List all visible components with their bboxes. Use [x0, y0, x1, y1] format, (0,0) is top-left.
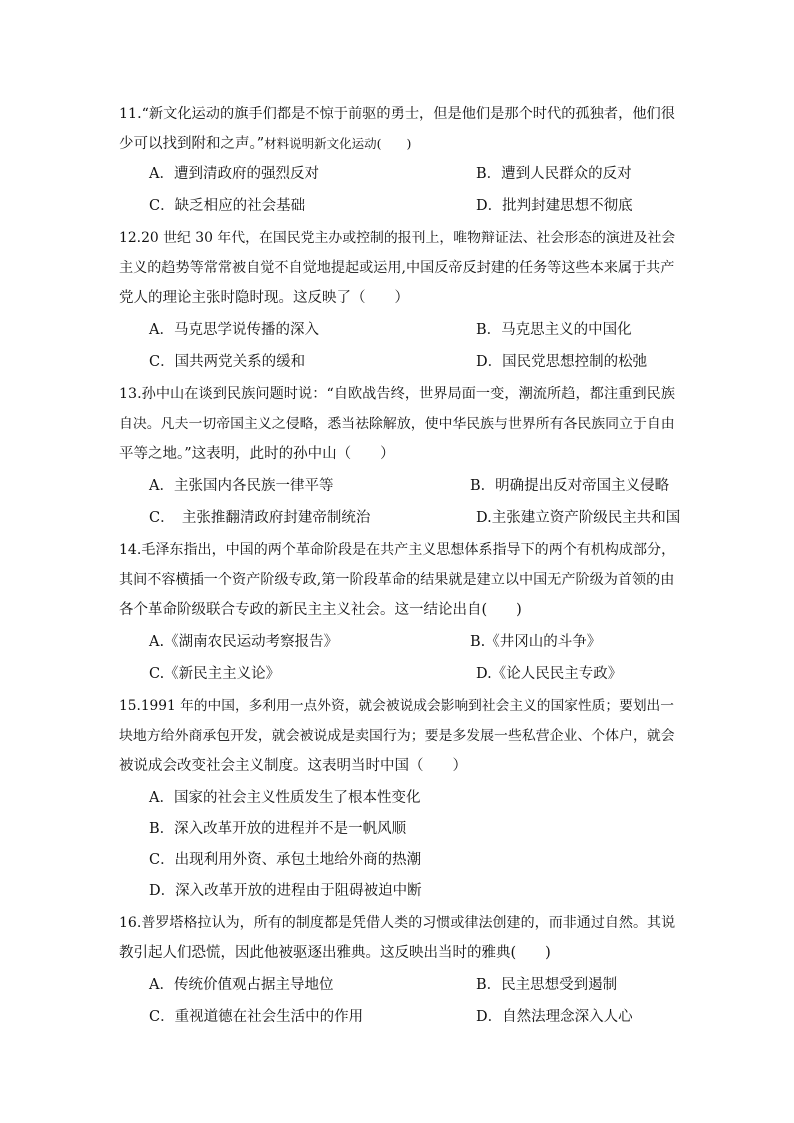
question-14-option-d[interactable]: D.《论人民民主专政》: [476, 666, 623, 682]
question-11-line-2: [119, 134, 411, 154]
question-15-line-3: 被说成会改变社会主义制度。这表明当时中国（ ）: [119, 758, 467, 774]
question-13-option-a[interactable]: A．主张国内各民族一律平等: [149, 478, 334, 494]
question-14-line-3: 各个革命阶级联合专政的新民主主义社会。这一结论出自( ): [119, 602, 522, 618]
question-15-option-a[interactable]: A．国家的社会主义性质发生了根本性变化: [149, 790, 421, 806]
question-13-option-d[interactable]: D.主张建立资产阶级民主共和国: [476, 510, 681, 526]
question-11-line-1: 11.“新文化运动的旗手们都是不惊于前驱的勇士，但是他们是那个时代的孤独者，他们很: [119, 106, 675, 122]
question-13-line-1: 13.孙中山在谈到民族问题时说：“自欧战告终，世界局面一变，潮流所趋，都注重到民族: [119, 386, 675, 402]
question-15-option-c[interactable]: C．出现利用外资、承包土地给外商的热潮: [149, 852, 422, 868]
question-11-option-d[interactable]: D．批判封建思想不彻底: [476, 198, 633, 214]
question-15-line-1: 15.1991 年的中国，多利用一点外资，就会被说成会影响到社会主义的国家性质；要划出一: [119, 698, 674, 714]
question-14-line-1: 14.毛泽东指出，中国的两个革命阶段是在共产主义思想体系指导下的两个有机构成部分，: [119, 542, 676, 558]
question-12-option-d[interactable]: D．国民党思想控制的松弛: [476, 354, 648, 370]
question-15-option-d[interactable]: D．深入改革开放的进程由于阻碍被迫中断: [149, 883, 422, 899]
question-12-line-2: 主义的趋势等常常被自觉不自觉地提起或运用,中国反帝反封建的任务等这些本来属于共产: [119, 260, 675, 276]
question-16-option-b[interactable]: B．民主思想受到遏制: [476, 977, 618, 993]
question-11-stem-end: 少可以找到附和之声。”: [119, 136, 265, 152]
question-13-option-c[interactable]: C． 主张推翻清政府封建帝制统治: [149, 510, 371, 526]
question-12-option-c[interactable]: C．国共两党关系的缓和: [149, 354, 306, 370]
question-13-option-b[interactable]: B．明确提出反对帝国主义侵略: [470, 478, 670, 494]
question-14-line-2: 其间不容横插一个资产阶级专政,第一阶段革命的结果就是建立以中国无产阶级为首领的由: [119, 572, 675, 588]
question-13-line-2: 自决。凡夫一切帝国主义之侵略，悉当祛除解放，使中华民族与世界所有各民族同立于自由: [119, 416, 675, 432]
question-11-option-c[interactable]: C．缺乏相应的社会基础: [149, 198, 306, 214]
question-16-option-d[interactable]: D．自然法理念深入人心: [476, 1009, 633, 1025]
question-16-line-1: 16.普罗塔格拉认为，所有的制度都是凭借人类的习惯或律法创建的，而非通过自然。其说: [119, 915, 676, 931]
question-15-option-b[interactable]: B．深入改革开放的进程并不是一帆风顺: [149, 821, 407, 837]
question-14-option-a[interactable]: A.《湖南农民运动考察报告》: [149, 634, 339, 650]
question-11-tail: 材料说明新文化运动( ): [264, 136, 412, 151]
question-12-line-3: 党人的理论主张时隐时现。这反映了（ ）: [119, 290, 409, 306]
question-12-option-a[interactable]: A．马克思学说传播的深入: [149, 322, 319, 338]
question-12-option-b[interactable]: B．马克思主义的中国化: [476, 322, 632, 338]
question-12-line-1: 12.20 世纪 30 年代，在国民党主办或控制的报刊上，唯物辩证法、社会形态的演进及社会: [119, 230, 676, 246]
question-11-option-b[interactable]: B．遭到人民群众的反对: [476, 166, 632, 182]
question-15-line-2: 块地方给外商承包开发，就会被说成是卖国行为；要是多发展一些私营企业、个体户，就会: [119, 728, 675, 744]
question-13-line-3: 平等之地。”这表明，此时的孙中山（ ）: [119, 446, 395, 462]
question-16-option-a[interactable]: A．传统价值观占据主导地位: [149, 977, 334, 993]
question-11-option-a[interactable]: A．遭到清政府的强烈反对: [149, 166, 319, 182]
question-16-line-2: 教引起人们恐慌，因此他被驱逐出雅典。这反映出当时的雅典( ): [119, 945, 551, 961]
question-14-option-c[interactable]: C.《新民主主义论》: [149, 666, 281, 682]
question-14-option-b[interactable]: B.《井冈山的斗争》: [470, 634, 602, 650]
question-16-option-c[interactable]: C．重视道德在社会生活中的作用: [149, 1009, 364, 1025]
